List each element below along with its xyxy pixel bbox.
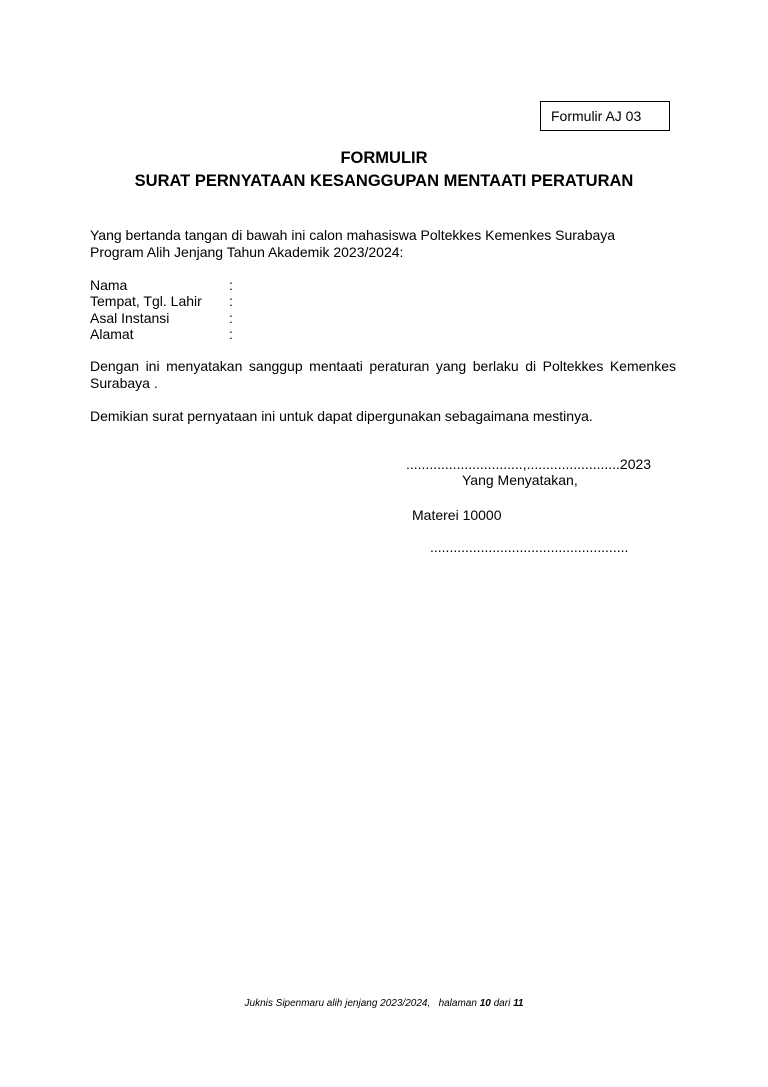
footer-page-total: 11 bbox=[513, 998, 524, 1009]
page-footer bbox=[0, 998, 768, 1010]
signature-place-date: ..............................,........................2023 bbox=[406, 456, 652, 472]
field-label: Asal Instansi bbox=[90, 310, 170, 326]
form-title: FORMULIR bbox=[340, 149, 428, 167]
footer-page-label: halaman bbox=[438, 998, 477, 1009]
stamp-label: Materei 10000 bbox=[412, 507, 502, 523]
field-label: Tempat, Tgl. Lahir bbox=[90, 293, 202, 309]
footer-page-current: 10 bbox=[479, 998, 491, 1009]
field-colon: : bbox=[229, 277, 233, 293]
field-label: Alamat bbox=[90, 326, 134, 342]
field-colon: : bbox=[229, 326, 233, 342]
footer-page-of: dari bbox=[493, 998, 511, 1009]
closing-paragraph: Demikian surat pernyataan ini untuk dapat dipergunakan sebagaimana mestinya. bbox=[90, 408, 593, 424]
intro-paragraph bbox=[90, 227, 676, 261]
signature-name-line: ................................................... bbox=[430, 539, 629, 555]
form-subtitle: SURAT PERNYATAAN KESANGGUPAN MENTAATI PERATURAN bbox=[134, 172, 634, 190]
field-colon: : bbox=[229, 310, 233, 326]
form-code-box: Formulir AJ 03 bbox=[540, 101, 670, 131]
intro-line-2: Program Alih Jenjang Tahun Akademik 2023/2024: bbox=[90, 244, 404, 260]
field-label: Nama bbox=[90, 277, 128, 293]
field-colon: : bbox=[229, 293, 233, 309]
statement-paragraph: Dengan ini menyatakan sanggup mentaati peraturan yang berlaku di Poltekkes Kemenkes Surabaya . bbox=[90, 358, 676, 391]
footer-doc: Juknis Sipenmaru alih jenjang 2023/2024, bbox=[244, 998, 431, 1009]
intro-line-1: Yang bertanda tangan di bawah ini calon mahasiswa Poltekkes Kemenkes Surabaya bbox=[90, 227, 616, 243]
signature-role: Yang Menyatakan, bbox=[462, 472, 578, 488]
